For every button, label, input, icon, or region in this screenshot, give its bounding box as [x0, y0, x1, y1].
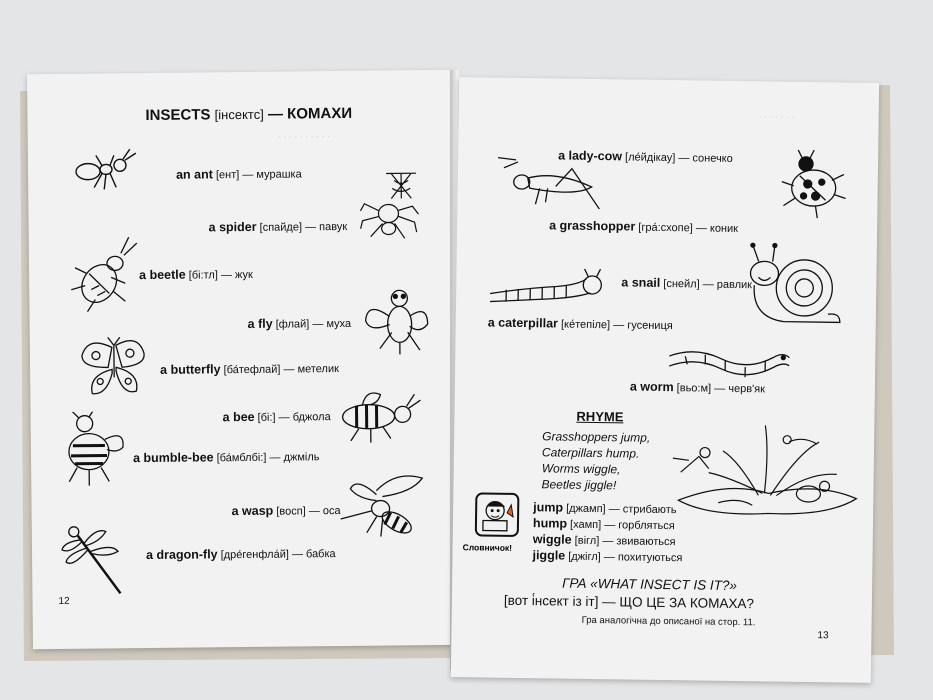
dictionary-label: Словничок! — [462, 542, 513, 553]
entry-word: a grasshopper — [549, 218, 636, 234]
dictionary-entry — [533, 532, 676, 548]
bleed-through-text: · · · · · · · — [758, 111, 795, 122]
entry-translation: — бджола — [278, 411, 331, 424]
entry-transcription: [джамп] — [566, 502, 606, 516]
dictionary-entry — [533, 500, 677, 516]
caterpillar-icon — [486, 267, 607, 309]
vocab-entry — [549, 218, 738, 235]
entry-translation: — бабка — [291, 548, 336, 561]
entry-transcription: [ба́мблбі:] — [216, 451, 267, 465]
vocab-entry — [176, 166, 302, 181]
entry-translation: — звиваються — [602, 535, 676, 549]
entry-transcription: [ент] — [215, 169, 240, 182]
bumble-bee-icon — [61, 411, 127, 487]
ladybug-icon — [775, 150, 851, 221]
wasp-icon — [336, 470, 427, 546]
entry-translation: — равлик — [702, 278, 753, 292]
fly-icon — [359, 280, 430, 356]
rhyme-line: Beetles jiggle! — [541, 477, 617, 493]
vocab-entry — [146, 546, 336, 562]
entry-word: a beetle — [139, 267, 186, 283]
entry-word: a spider — [208, 219, 257, 235]
entry-transcription: [хамп] — [569, 518, 602, 532]
entry-transcription: [бі:] — [257, 411, 276, 424]
entry-word: hump — [532, 516, 568, 531]
entry-word: a snail — [621, 275, 661, 290]
vocab-entry — [621, 275, 752, 291]
vocab-entry — [488, 316, 673, 333]
vocab-entry — [232, 503, 341, 518]
garden-scene-icon — [668, 410, 860, 523]
entry-translation: — джміль — [269, 451, 320, 464]
entry-word: wiggle — [532, 532, 572, 547]
entry-translation: — жук — [220, 268, 253, 282]
entry-translation: — мурашка — [242, 168, 302, 182]
entry-transcription: [снейл] — [663, 277, 700, 291]
right-page — [451, 77, 879, 683]
butterfly-icon — [78, 335, 154, 401]
entry-translation: — павук — [304, 220, 348, 234]
vocab-entry — [133, 449, 320, 465]
title-ua: КОМАХИ — [287, 104, 353, 123]
title-transcription: [інсектс] — [214, 106, 264, 123]
entry-word: an ant — [175, 167, 213, 182]
entry-translation: — метелик — [283, 363, 339, 376]
entry-word: a caterpillar — [487, 315, 559, 331]
worm-icon — [665, 342, 796, 384]
spider-icon — [356, 168, 427, 244]
dictionary-entry — [532, 548, 682, 564]
beetle-icon — [69, 233, 140, 314]
entry-transcription: [гра́:схопе] — [638, 221, 693, 235]
entry-word: a wasp — [231, 503, 274, 519]
rhyme-line: Grasshoppers jump, — [542, 429, 651, 445]
left-page — [27, 70, 461, 649]
rhyme-line: Worms wiggle, — [541, 461, 621, 477]
entry-transcription: [флай] — [275, 318, 310, 331]
entry-transcription: [ле́йдікау] — [625, 151, 676, 165]
entry-translation: — сонечко — [678, 152, 733, 165]
entry-transcription: [ба́тефлай] — [223, 363, 281, 377]
entry-translation: — похитуються — [603, 551, 683, 565]
entry-word: a bee — [222, 409, 255, 425]
bee-icon — [330, 388, 426, 444]
game-note: Гра аналогічна до описаної на стор. 11. — [581, 614, 756, 629]
reading-child-icon — [477, 494, 518, 535]
entry-translation: — муха — [312, 317, 352, 331]
entry-transcription: [спайде] — [259, 221, 303, 234]
title-en: INSECTS — [145, 106, 211, 125]
page-title — [145, 105, 352, 124]
title-dash: — — [267, 105, 284, 123]
rhyme-line: Caterpillars hump. — [541, 445, 640, 461]
game-translation: [вот і́нсект із іт] — ЩО ЦЕ ЗА КОМАХА? — [503, 592, 755, 612]
page-number: 12 — [58, 595, 70, 607]
page-number: 13 — [817, 630, 829, 642]
entry-transcription: [вігл] — [574, 534, 600, 548]
entry-transcription: [джігл] — [568, 550, 601, 564]
entry-translation: — оса — [308, 504, 341, 518]
game-title: ГРА «WHAT INSECT IS IT?» — [562, 575, 738, 594]
entry-translation: — горбляться — [604, 519, 675, 533]
entry-word: a butterfly — [160, 362, 221, 377]
entry-transcription: [дре́генфла́й] — [220, 548, 289, 562]
vocab-entry — [160, 361, 339, 377]
rhyme-heading: RHYME — [576, 408, 624, 425]
entry-translation: — гусениця — [613, 319, 673, 333]
rhyme-text — [541, 428, 650, 494]
entry-word: a lady-cow — [558, 148, 623, 164]
entry-word: a dragon-fly — [145, 547, 218, 563]
bleed-through-text: · · · · · · · · · · — [277, 131, 331, 142]
entry-word: a fly — [247, 316, 273, 331]
dictionary-entry — [533, 516, 675, 532]
entry-translation: — коник — [695, 222, 739, 236]
vocab-entry — [223, 409, 331, 424]
vocab-entry — [139, 267, 253, 282]
entry-transcription: [ке́тепіле] — [560, 318, 611, 332]
entry-word: jump — [533, 500, 564, 515]
entry-translation: — стрибають — [608, 503, 677, 517]
dictionary-badge — [475, 492, 520, 537]
entry-word: a worm — [629, 379, 674, 395]
entry-word: jiggle — [532, 548, 566, 563]
dragonfly-icon — [60, 523, 136, 599]
entry-translation: — черв'як — [714, 382, 766, 396]
entry-transcription: [вьо:м] — [676, 382, 712, 395]
vocab-entry — [248, 316, 352, 331]
entry-transcription: [восп] — [276, 505, 306, 518]
entry-transcription: [бі:тл] — [188, 269, 218, 282]
grasshopper-icon — [495, 156, 611, 218]
snail-icon — [744, 241, 845, 337]
entry-word: a bumble-bee — [132, 450, 214, 466]
vocab-entry — [209, 219, 348, 234]
ant-icon — [68, 143, 149, 194]
